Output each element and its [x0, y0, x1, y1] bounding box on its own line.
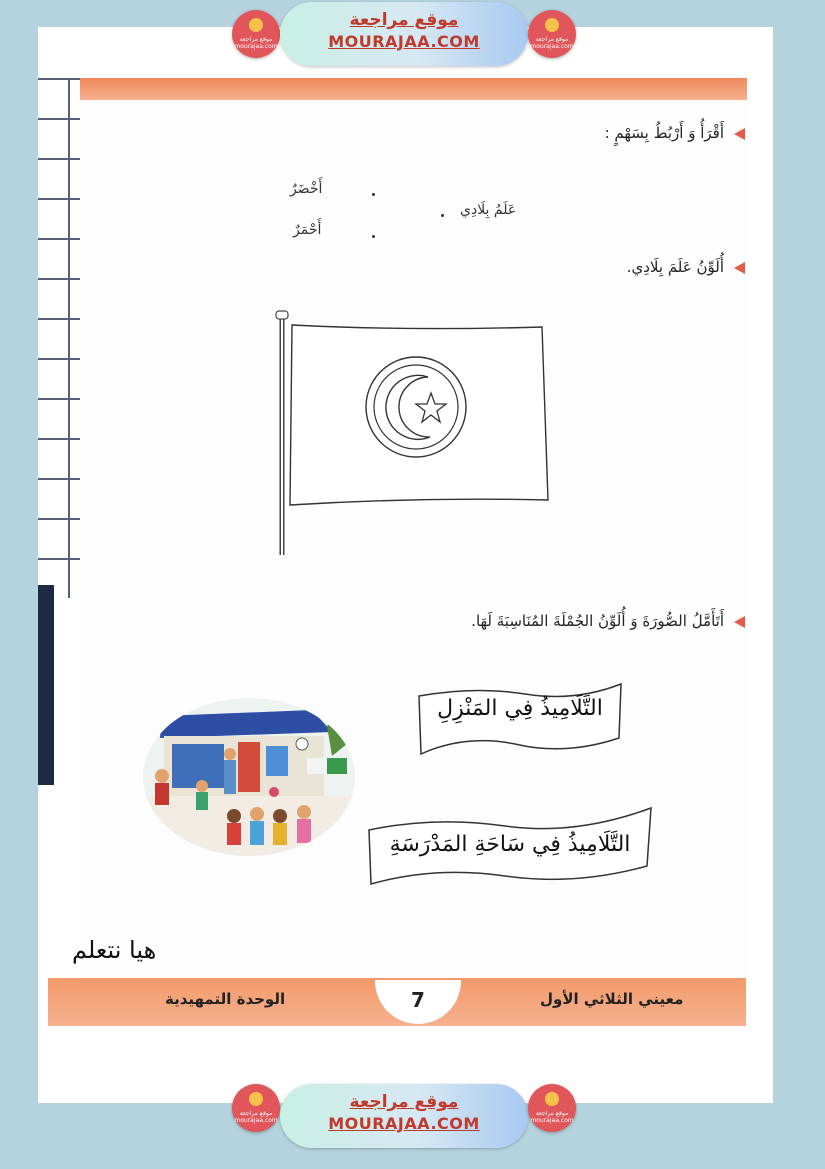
badge-text: موقع مراجعة mourajaa.com	[234, 1110, 278, 1124]
option-home[interactable]: التَّلَامِيذُ فِي المَنْزِلِ	[437, 696, 603, 721]
flag-outline-drawing	[270, 305, 560, 560]
badge-logo-icon	[545, 1092, 559, 1106]
badge-text: موقع مراجعة mourajaa.com	[530, 1110, 574, 1124]
badge-logo-icon	[249, 18, 263, 32]
right-word-red: أَحْمَرٌ	[293, 222, 322, 238]
exercise1-instruction	[605, 124, 745, 142]
triangle-pointer-icon	[734, 262, 745, 274]
watermark-top[interactable]	[280, 2, 528, 66]
watermark-badge-right-bottom	[528, 1084, 576, 1132]
right-word-green: أَخْضَرٌ	[290, 181, 323, 197]
watermark-bottom[interactable]	[280, 1084, 528, 1148]
exercise3-text: أَتَأَمَّلُ الصُّورَةَ وَ أُلَوِّنُ الجُمْلَةَ المُنَاسِبَةَ لَهَا.	[471, 612, 724, 630]
page-number: 7	[375, 980, 461, 1024]
school-yard-illustration	[142, 696, 357, 858]
watermark-latin[interactable]: MOURAJAA.COM	[328, 1114, 480, 1133]
badge-text: موقع مراجعة mourajaa.com	[530, 36, 574, 50]
triangle-pointer-icon	[734, 128, 745, 140]
left-word-flag: عَلَمُ بِلَادِي	[460, 202, 517, 218]
exercise1-text: أَقْرَأُ وَ أَرْبُطُ بِسَهْمٍ :	[604, 124, 724, 142]
exercise2-text: أُلَوِّنُ عَلَمَ بِلَادِي.	[626, 258, 724, 276]
top-color-strip	[80, 78, 747, 100]
exercise3-instruction	[471, 612, 745, 630]
unit-title: الوحدة التمهيدية	[165, 990, 286, 1008]
watermark-arabic[interactable]: موقع مراجعة	[349, 1092, 459, 1112]
match-dot	[441, 214, 444, 217]
watermark-badge-left-top	[232, 10, 280, 58]
badge-text: موقع مراجعة mourajaa.com	[234, 36, 278, 50]
watermark-badge-left-bottom	[232, 1084, 280, 1132]
match-dot	[372, 193, 375, 196]
binding-edge	[38, 585, 54, 785]
watermark-arabic[interactable]: موقع مراجعة	[349, 10, 459, 30]
handwritten-note: هيا نتعلم	[72, 936, 157, 964]
notebook-grid-edge	[38, 78, 80, 598]
watermark-badge-right-top	[528, 10, 576, 58]
exercise2-instruction	[627, 258, 745, 276]
badge-logo-icon	[249, 1092, 263, 1106]
triangle-pointer-icon	[734, 616, 745, 628]
match-dot	[372, 235, 375, 238]
badge-logo-icon	[545, 18, 559, 32]
watermark-latin[interactable]: MOURAJAA.COM	[328, 32, 480, 51]
book-title: معيني الثلاثي الأول	[540, 990, 684, 1008]
option-schoolyard[interactable]: التَّلَامِيذُ فِي سَاحَةِ المَدْرَسَةِ	[389, 832, 631, 857]
